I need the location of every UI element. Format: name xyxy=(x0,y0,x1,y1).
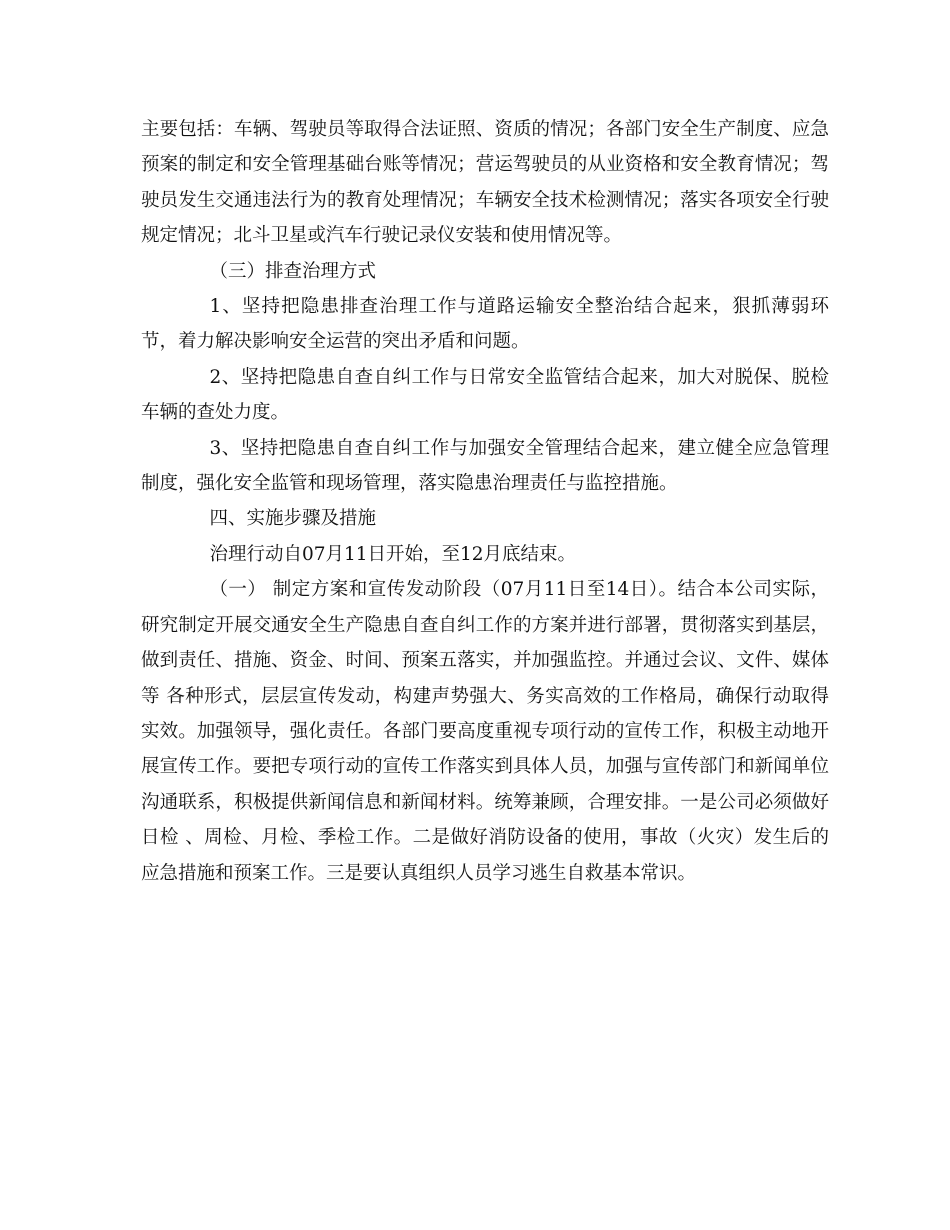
paragraph-phase-1: （一） 制定方案和宣传发动阶段（07月11日至14日）。结合本公司实际，研究制定开展交通安全生产隐患自查自纠工作的方案并进行部署，贯彻落实到基层，做到责任、措施、资金、时间、预案五落实，并加强监控。并通过会议、文件、媒体等 各种形式，层层宣传发动，构建声势强大、务实高效的工作格局，确保行动取得实效。加强领导，强化责任。各部门要高度重视专项行动的宣传工作，积极主动地开展宣传工作。要把专项行动的宣传工作落实到具体人员，加强与宣传部门和新闻单位沟通联系，积极提供新闻信息和新闻材料。统筹兼顾，合理安排。一是公司必须做好日检 、周检、月检、季检工作。二是做好消防设备的使用，事故（火灾）发生后的应急措施和预案工作。三是要认真组织人员学习逃生自救基本常识。 xyxy=(141,579,829,884)
paragraph-action-period: 治理行动自07月11日开始，至12月底结束。 xyxy=(209,543,577,565)
paragraph-method-2: 2、坚持把隐患自查自纠工作与日常安全监管结合起来，加大对脱保、脱检车辆的查处力度。 xyxy=(141,366,829,424)
document-body xyxy=(141,112,829,891)
paragraph-method-1: 1、坚持把隐患排查治理工作与道路运输安全整治结合起来，狠抓薄弱环节，着力解决影响安全运营的突出矛盾和问题。 xyxy=(141,296,829,353)
heading-rectification-methods: （三）排查治理方式 xyxy=(209,260,376,282)
paragraph-method-3: 3、坚持把隐患自查自纠工作与加强安全管理结合起来，建立健全应急管理制度，强化安全监管和现场管理，落实隐患治理责任与监控措施。 xyxy=(141,437,829,495)
heading-implementation-steps: 四、实施步骤及措施 xyxy=(209,508,376,530)
paragraph-inspection-scope: 主要包括：车辆、驾驶员等取得合法证照、资质的情况；各部门安全生产制度、应急预案的制定和安全管理基础台账等情况；营运驾驶员的从业资格和安全教育情况；驾驶员发生交通违法行为的教育处理情况；车辆安全技术检测情况；落实各项安全行驶规定情况；北斗卫星或汽车行驶记录仪安装和使用情况等。 xyxy=(141,119,829,247)
